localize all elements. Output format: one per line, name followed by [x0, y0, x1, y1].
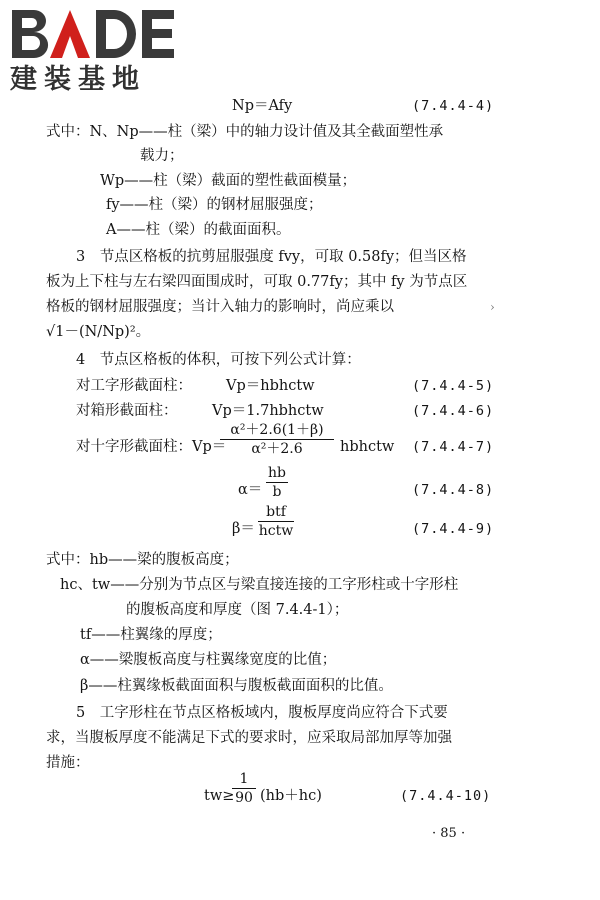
equation-8-lhs: α＝ — [238, 482, 263, 498]
equation-7-label: 对十字形截面柱：Vp＝ — [76, 439, 227, 455]
equation-10-denominator: 90 — [235, 790, 253, 806]
equation-9-numerator: btf — [266, 504, 286, 520]
where-a: A——柱（梁）的截面面积。 — [106, 222, 291, 238]
where-hb: 式中：hb——梁的腹板高度； — [46, 552, 239, 568]
where-wp: Wp——柱（梁）截面的塑性截面模量； — [100, 173, 357, 189]
where-fy: fy——柱（梁）的钢材屈服强度； — [106, 197, 323, 213]
paragraph-5-line3: 措施： — [46, 755, 90, 771]
equation-9-lhs: β＝ — [232, 521, 255, 537]
where-n-np-line1: 式中：N、Np——柱（梁）中的轴力设计值及其全截面塑性承 — [46, 124, 444, 140]
equation-8-fraction — [266, 464, 288, 501]
equation-7-denominator: α²＋2.6 — [251, 441, 303, 457]
equation-number-7: (7.4.4-7) — [412, 439, 495, 455]
paragraph-3-line3: 格板的钢材屈服强度；当计入轴力的影响时，尚应乘以 — [46, 299, 394, 315]
equation-number-4: (7.4.4-4) — [412, 98, 495, 114]
equation-7-tail: hbhctw — [340, 439, 395, 455]
paragraph-3-line2: 板为上下柱与左右梁四面围成时，可取 0.77fy；其中 fy 为节点区 — [46, 274, 468, 290]
bade-logo-mark — [8, 6, 178, 62]
equation-number-8: (7.4.4-8) — [412, 482, 495, 498]
equation-number-10: (7.4.4-10) — [400, 788, 492, 804]
equation-10-tail: (hb＋hc) — [260, 788, 322, 804]
margin-mark: › — [490, 300, 495, 314]
equation-7-fraction — [220, 421, 334, 458]
where-hc-tw-line2: 的腹板高度和厚度（图 7.4.4-1）； — [126, 602, 349, 618]
page-number: · 85 · — [432, 826, 466, 841]
equation-10-fraction — [232, 770, 256, 807]
where-n-np-line2: 载力； — [140, 148, 184, 164]
equation-7-numerator: α²＋2.6(1＋β) — [230, 422, 324, 438]
paragraph-3-line4: √1－(N/Np)²。 — [46, 324, 151, 340]
where-tf: tf——柱翼缘的厚度； — [80, 627, 222, 643]
bade-logo — [8, 6, 178, 98]
equation-8-denominator: b — [272, 484, 282, 500]
paragraph-4: 4 节点区格板的体积，可按下列公式计算： — [76, 352, 361, 368]
paragraph-3-line1: 3 节点区格板的抗剪屈服强度 fvy，可取 0.58fy；但当区格 — [76, 249, 467, 265]
where-beta: β——柱翼缘板截面面积与腹板截面面积的比值。 — [80, 678, 393, 694]
where-hc-tw-line1: hc、tw——分别为节点区与梁直接连接的工字形柱或十字形柱 — [60, 577, 459, 593]
equation-number-9: (7.4.4-9) — [412, 521, 495, 537]
bade-logo-chinese: 建装基地 — [10, 64, 146, 95]
equation-9-fraction — [258, 503, 294, 540]
equation-number-6: (7.4.4-6) — [412, 403, 495, 419]
equation-10-numerator: 1 — [239, 771, 249, 787]
equation-7-4-4-6: Vp＝1.7hbhctw — [212, 403, 324, 419]
equation-8-numerator: hb — [268, 465, 286, 481]
paragraph-5-line1: 5 工字形柱在节点区格板域内，腹板厚度尚应符合下式要 — [76, 705, 448, 721]
equation-5-label: 对工字形截面柱： — [76, 378, 192, 394]
equation-7-4-4-5: Vp＝hbhctw — [226, 378, 315, 394]
equation-9-denominator: hctw — [258, 523, 294, 539]
equation-number-5: (7.4.4-5) — [412, 378, 495, 394]
where-alpha: α——梁腹板高度与柱翼缘宽度的比值； — [80, 652, 337, 668]
equation-10-lhs: tw≥ — [204, 788, 235, 804]
equation-6-label: 对箱形截面柱： — [76, 403, 178, 419]
paragraph-5-line2: 求，当腹板厚度不能满足下式的要求时，应采取局部加厚等加强 — [46, 730, 452, 746]
equation-7-4-4-4: Np＝Afy — [232, 98, 293, 114]
